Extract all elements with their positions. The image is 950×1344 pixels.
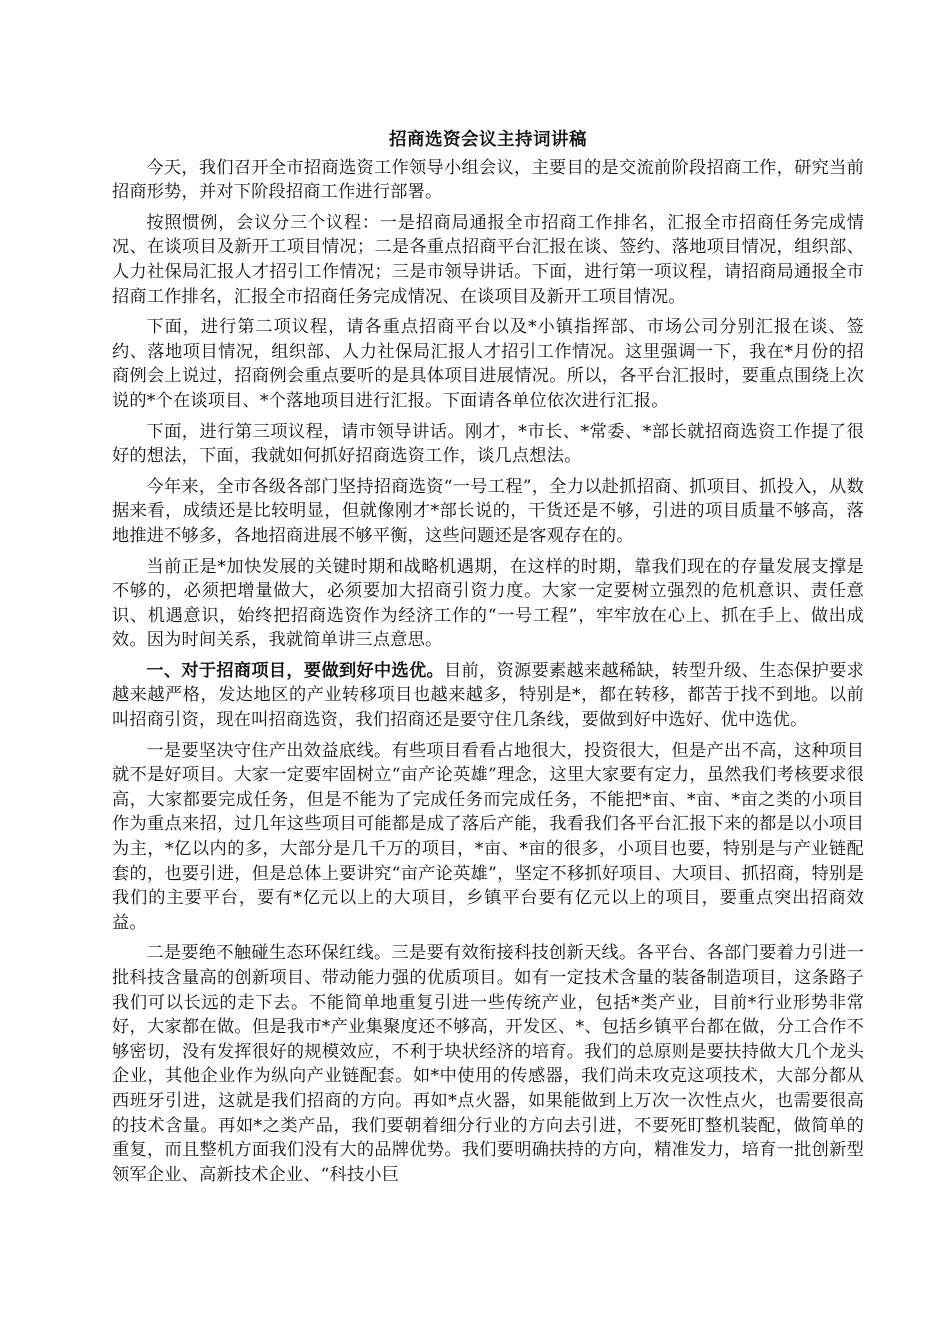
paragraph-9 [112,941,864,1187]
paragraph-7-text: 目前，资源要素越来越稀缺，转型升级、生态保护要求越来越严格，发达地区的产业转移项目也越来越多，特别是*，都在转移，都苦于找不到地。以前叫招商引资，现在叫招商选资，我们招商还是要守住几条线，要做到好中选好、优中选优。 [112,660,864,731]
paragraph-4 [112,420,864,469]
section-heading-1: 一、对于招商项目，要做到好中选优。 [146,660,444,681]
paragraph-1 [112,156,864,205]
paragraph-5 [112,475,864,549]
paragraph-7 [112,659,864,733]
paragraph-9-text: 二是要绝不触碰生态环保红线。三是要有效衔接科技创新天线。各平台、各部门要着力引进一批科技含量高的创新项目、带动能力强的优质项目。如有一定技术含量的装备制造项目，这条路子我们可以长远的走下去。不能简单地重复引进一些传统产业，包括*类产业，目前*行业形势非常好，大家都在做。但是我市*产业集聚度还不够高，开发区、*、包括乡镇平台都在做，分工合作不够密切，没有发挥很好的规模效应，不利于块状经济的培育。我们的总原则是要扶持做大几个龙头企业，其他企业作为纵向产业链配套。如*中使用的传感器，我们尚未攻克这项技术，大部分都从西班牙引进，这就是我们招商的方向。再如*点火器，如果能做到上万次一次性点火，也需要很高的技术含量。再如*之类产品，我们要朝着细分行业的方向去引进，不要死盯整机装配，做简单的重复，而且整机方面我们没有大的品牌优势。我们要明确扶持的方向，精准发力，培育一批创新型领军企业、高新技术企业、“科技小巨 [112,943,864,1185]
paragraph-2-text: 按照惯例，会议分三个议程：一是招商局通报全市招商工作排名，汇报全市招商任务完成情况、在谈项目及新开工项目情况；二是各重点招商平台汇报在谈、签约、落地项目情况，组织部、人力社保局汇报人才招引工作情况；三是市领导讲话。下面，进行第一项议程，请招商局通报全市招商工作排名，汇报全市招商任务完成情况、在谈项目及新开工项目情况。 [112,212,864,307]
paragraph-1-text: 今天，我们召开全市招商选资工作领导小组会议，主要目的是交流前阶段招商工作，研究当前招商形势，并对下阶段招商工作进行部署。 [112,157,864,203]
document-title: 招商选资会议主持词讲稿 [389,130,587,150]
paragraph-5-text: 今年来，全市各级各部门坚持招商选资“一号工程”，全力以赴抓招商、抓项目、抓投入，从数据来看，成绩还是比较明显，但就像刚才*部长说的，干货还是不够，引进的项目质量不够高，落地推进不够多，各地招商进展不够平衡，这些问题还是客观存在的。 [112,476,864,546]
paragraph-3-text: 下面，进行第二项议程，请各重点招商平台以及*小镇指挥部、市场公司分别汇报在谈、签约、落地项目情况，组织部、人力社保局汇报人才招引工作情况。这里强调一下，我在*月份的招商例会上说过，招商例会重点要听的是具体项目进展情况。所以，各平台汇报时，要重点围绕上次说的*个在谈项目、*个落地项目进行汇报。下面请各单位依次进行汇报。 [112,317,864,411]
paragraph-2 [112,211,864,309]
paragraph-4-text: 下面，进行第三项议程，请市领导讲话。刚才，*市长、*常委、*部长就招商选资工作提了很好的想法，下面，我就如何抓好招商选资工作，谈几点想法。 [112,421,864,467]
paragraph-3 [112,315,864,413]
document-page [112,128,864,1193]
paragraph-6-text: 当前正是*加快发展的关键时期和战略机遇期，在这样的时期，靠我们现在的存量发展支撑是不够的，必须把增量做大，必须要加大招商引资力度。大家一定要树立强烈的危机意识、责任意识、机遇意识，始终把招商选资作为经济工作的“一号工程”，牢牢放在心上、抓在手上、做出成效。因为时间关系，我就简单讲三点意思。 [112,556,864,651]
paragraph-6 [112,555,864,653]
paragraph-8-text: 一是要坚决守住产出效益底线。有些项目看看占地很大，投资很大，但是产出不高，这种项目就不是好项目。大家一定要牢固树立“亩产论英雄”理念，这里大家要有定力，虽然我们考核要求很高，大家都要完成任务，但是不能为了完成任务而完成任务，不能把*亩、*亩、*亩之类的小项目作为重点来招，过几年这些项目可能都是成了落后产能，我看我们各平台汇报下来的都是以小项目为主，*亿以内的多，大部分是几千万的项目，*亩、*亩的很多，小项目也要，特别是与产业链配套的，也要引进，但是总体上要讲究“亩产论英雄”，坚定不移抓好项目、大项目、抓招商，特别是我们的主要平台，要有*亿元以上的大项目，乡镇平台要有亿元以上的项目，要重点突出招商效益。 [112,740,864,933]
paragraph-8 [112,739,864,936]
